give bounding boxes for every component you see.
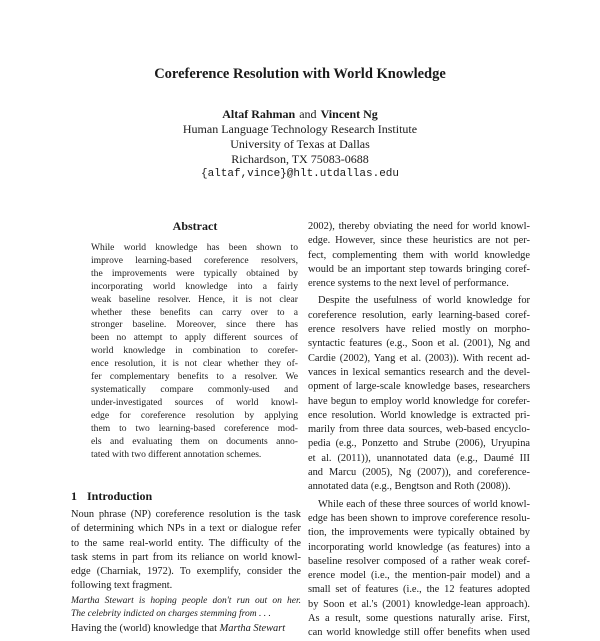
text-line: erence systems to the next level of performance. (308, 278, 509, 290)
abstract-line: fer complementary benefits to a resolver. We (91, 371, 298, 383)
affiliation-line: University of Texas at Dallas (230, 137, 370, 151)
text-line: erence model (i.e., the mention-pair model) and a (308, 570, 530, 582)
abstract-line: whether these benefits can carry over to a (91, 306, 298, 318)
section-heading-introduction (71, 489, 301, 504)
abstract-line: ence resolution, it is not clear whether they of- (91, 358, 298, 370)
abstract-body (91, 242, 298, 461)
section-number: 1 (71, 489, 77, 503)
abstract-line: them to two learning-based coreference mod- (91, 422, 298, 434)
text-line: would be an important step towards bringing coref- (308, 263, 530, 275)
abstract-line: tated with two different annotation schemes. (91, 448, 262, 460)
text-line: have begun to employ world knowledge for corefer- (308, 395, 530, 407)
text-line: coreference resolution, early learning-based coref- (308, 309, 530, 321)
right-column (308, 220, 530, 641)
fragment-line: Martha Stewart is hoping people don't run out on her. (71, 595, 301, 606)
trailing-italic: Martha Stewart (219, 622, 286, 634)
text-line: incorporating world knowledge (as features) into a (308, 541, 530, 553)
intro-line: of determining which NPs in a text or dialogue refer (71, 523, 301, 535)
abstract-line: systematically compare commonly-used and (91, 383, 298, 395)
author-2: Vincent Ng (320, 107, 378, 121)
abstract-line: edge for coreference resolution by applying (91, 409, 298, 421)
text-line: baseline resolver composed of a rather weak coref- (308, 555, 530, 567)
abstract-line: improve learning-based coreference resolvers, (91, 254, 298, 266)
text-line: syntactic features (e.g., Soon et al. (2001), Ng and (308, 338, 530, 350)
text-line: et al. (2011)), unannotated data (e.g., Daumé III (308, 452, 530, 464)
author-block (0, 107, 600, 182)
text-line: and Marcu (2005), Ng (2007)), and coreference- (308, 467, 530, 479)
text-line: can world knowledge still offer benefits when used (308, 627, 530, 639)
text-line: Despite the usefulness of world knowledge for (318, 295, 530, 307)
paper-title: Coreference Resolution with World Knowledge (154, 66, 446, 82)
text-line: fect, complementing them with world knowledge (308, 249, 530, 261)
intro-trailing-line (71, 622, 301, 636)
text-line: vances in lexical semantics research and the devel- (308, 366, 530, 378)
author-email: {altaf,vince}@hlt.utdallas.edu (200, 168, 400, 180)
abstract-line: While world knowledge has been shown to (91, 242, 298, 253)
author-names (0, 107, 600, 122)
text-line: by Soon et al.'s (2001) knowledge-lean approach). (308, 598, 530, 610)
text-line: small set of features (i.e., the 12 features adopted (308, 584, 530, 596)
paragraph (308, 498, 530, 641)
abstract-line: weak baseline resolver. Hence, it is not clear (91, 293, 298, 305)
affiliation-line: Richardson, TX 75083-0688 (231, 152, 369, 166)
text-line: tion, the improvements were typically obtained by (308, 527, 530, 539)
text-line: marily from three data sources, web-based encyclo- (308, 424, 530, 436)
intro-line: edge (Charniak, 1972). To exemplify, consider the (71, 566, 301, 578)
abstract-line: the improvements were typically obtained by (91, 267, 298, 279)
text-line: pedia (e.g., Ponzetto and Strube (2006), Uryupina (308, 438, 530, 450)
introduction-body (71, 508, 301, 636)
text-line: Cardie (2002), Yang et al. (2003)). With recent ad- (308, 352, 530, 364)
intro-line: task stems in part from its reliance on world knowl- (71, 551, 301, 563)
abstract-line: els and evaluating them on documents anno- (91, 435, 298, 447)
abstract-line: under-investigated sources of world knowl- (91, 396, 298, 408)
text-line: As a result, some questions naturally arise. First, (308, 613, 530, 625)
paragraph (308, 220, 530, 291)
text-line: edge. However, since these heuristics are not per- (308, 235, 530, 247)
paragraph (308, 294, 530, 494)
trailing-text: Having the (world) knowledge that (71, 622, 218, 634)
text-line: erence resolvers have relied mostly on morpho- (308, 324, 530, 336)
author-1: Altaf Rahman (222, 107, 296, 121)
text-line: annotated data (e.g., Bengtson and Roth (2008)). (308, 481, 511, 493)
abstract-line: stronger baseline. Moreover, since there has (91, 319, 298, 331)
abstract-line: world knowledge in combination to corefer- (91, 345, 298, 357)
intro-line: to the same real-world entity. The difficulty of the (71, 537, 301, 549)
abstract-heading: Abstract (172, 219, 218, 233)
abstract-line: been no attempt to apply different sources of (91, 332, 298, 344)
example-fragment (71, 595, 301, 621)
intro-line: following text fragment. (71, 580, 173, 592)
intro-line: Noun phrase (NP) coreference resolution is the task (71, 509, 301, 520)
text-line: edge has been shown to improve coreference resolu- (308, 512, 530, 524)
fragment-line: The celebrity indicted on charges stemming from . . . (71, 608, 271, 619)
text-line: While each of these three sources of world knowl- (318, 498, 530, 510)
text-line: ence resolution. World knowledge is extracted pri- (308, 409, 530, 421)
section-title: Introduction (87, 489, 153, 503)
affiliation-line: Human Language Technology Research Institute (182, 122, 418, 136)
text-line: opment of large-scale knowledge bases, researchers (308, 381, 530, 393)
text-line: 2002), thereby obviating the need for world knowl- (308, 221, 530, 232)
abstract-line: incorporating world knowledge into a fairly (91, 280, 298, 292)
author-conjunction: and (299, 107, 317, 121)
